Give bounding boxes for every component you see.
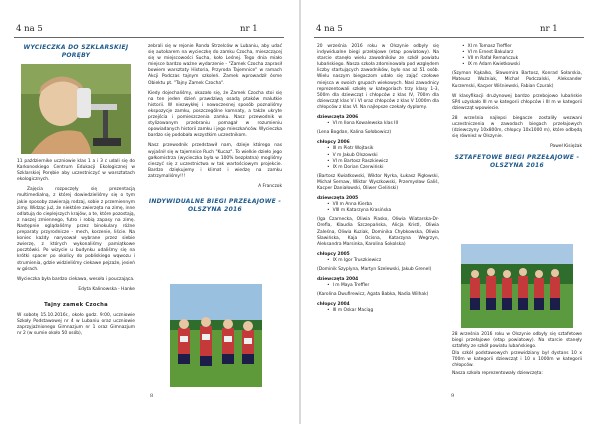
right-column-2-bottom: [452, 332, 582, 378]
olszyna-intro: 20 września 2016 roku w Olszynie odbyły się indywidualne biegi przełajowe (etap powiatowy). Na starcie stanęło wielu zawodników ze szkół powiatu lubańskiego. Nasza szkoła zdominowała pod względem liczby startujących zawodników, było nas aż 51 osób. Wielu naszym biegaczom udało się zająć czołowe miejsca w swoich grupach wiekowych. Nasi zawodnicy reprezentowali szkołę w kategoriach trzy klasy 1-3, 500m dla dziewcząt i chłopców z klas IV, 700m dla dziewcząt klas V i VI oraz chłopców z klas V 1000m dla chłopców z klas VI. Na najlepsze czekały dyplomy.: [317, 44, 439, 110]
left-page: [0, 0, 299, 424]
result-item: • III m Piotr Wojtasik: [317, 146, 439, 152]
result-item: • VI m Ernest Bakularz: [452, 50, 582, 56]
result-item: • VII m Rafał Remańczuk: [452, 56, 582, 62]
czocha-paragraph-1: W sobotę 15.10.2016r., około godz. 9:00, uczniowie Szkoły Podstawowej nr 4 w Lubaniu oraz uczniowie zaprzyjaźnionego Gimnazjum nr 1 oraz Gimnazjum nr 2 (w sumie około 50 osób),: [17, 312, 135, 337]
szklarska-paragraph-1: 11 październike uczniowie klas 1 a i 3 c udali się do Karkonoskiego Centrum Edukacji Ekologicznej w Szklarskiej Porębie aby uczestniczyć w warsztatach ekologicznych.: [17, 159, 135, 183]
header-rule-right: [314, 37, 584, 38]
szklarska-paragraph-3: Wycieczka była bardzo ciekawa, wesoła i pouczająca.: [17, 276, 135, 282]
group-head-g3: dziewczęta 2005: [317, 196, 359, 202]
results-list-g1: [317, 121, 439, 127]
results-list-g3: [317, 202, 439, 214]
result-item: • VI m Bartosz Raszkiewicz: [317, 159, 439, 165]
results-list-g6: [317, 308, 439, 314]
group-tail-g3: (Iga Czarnecka, Oliwia Piasko, Oliwia Wiatarska-Dr-Orefla, Klaudia Szczepańska, Alicja Kristl, Oliwia Zaleśna, Oliwia Kuziak, Dominika Chybkowska, Oliwia Slawińska, Kaja Ocisna, Katarzyna Wegrzyn, Aleksandra Marsinka, Karolina Sokolska): [317, 217, 439, 247]
result-item: • VI m Ilona Kowalewska klas III: [317, 121, 439, 127]
header-number-right: nr 1: [540, 24, 558, 34]
olszyna-signature: Paweł Kisiężak: [550, 144, 582, 150]
page-number-right: 9: [451, 393, 455, 399]
right-column-1: [317, 44, 439, 318]
result-item: • I m Maya Treffler: [317, 283, 439, 289]
article-title-szklarska: WYCIECZKA DO SZKLARSKIEJ PORĘBY: [23, 44, 129, 59]
group-head-g5: dziewczęta 2004: [317, 277, 359, 283]
result-item: • VII m Anna Kierba: [317, 202, 439, 208]
results-list-top: [452, 44, 582, 68]
article-title-czocha: Tajny zamek Czocha: [44, 301, 108, 308]
group-tail-g1: (Lena Bogdan, Kalina Sołobowicz): [317, 130, 392, 136]
relay-paragraph-1: 28 września 2016 roku w Olszynie odbyły się sztafetowe biegi przełajowe (etap powiatowy). Na starcie stanęły sztafety ze szkół powiatu lubańskiego.: [452, 332, 582, 350]
result-item: • III m Oskar Maciąg: [317, 308, 439, 314]
relay-invite-paragraph: 28 września najlepsi biegacze zostaliły wezwani uczestniczenia w zawodach biegach przełajowych (dziewczyny 10x800m, chłopcy 10x1000 m), które odbędą się również w Olszynie.: [452, 115, 582, 140]
czocha-paragraph-2: zebrali się w rejonie Ronda Strzelców w Lubaniu, aby udać się autokarem na wycieczkę do zamku Czocha, mieszczącej się w miejscowości Sucha, koło Leśnej. Tego dnia miało miejsce bardzo ważne wydarzenie - "Zamek Czocha zaprasił bowiem warsztaty Historia, Przyroda Tajemnice" w ramach Akcji Podczas tajnym szkoleń. Zamek wprowadził ósme Obiektu pt. "Tajny Zamek Czocha".: [148, 44, 282, 86]
header-issue-right: 4 na 5: [316, 24, 343, 34]
header-number-left: nr 1: [240, 24, 258, 34]
group-head-g1: dziewczęta 2006: [317, 115, 359, 121]
czocha-paragraph-3: Kiedy dojechaliśmy, okazało się, że Zamek Czocha stoi się na ten jeden dzień prawdziwą osadą ptaków malutkie historii. W niezwykłej i nowoczesnej sposób poznaliśmy ekspozycje zamku, poszczególne komnaty, a także ukryte przejścia i pomieszczenia zamku. Nasz przewodnik w stylizowanym przebraniu pomagał w rozumieniu opowiadanych historii zamku i jego mieszkańców. Wycieczka bardzo się podobała wszystkim uczestnikom.: [148, 90, 282, 139]
right-column-2: [452, 44, 582, 170]
right-page: [301, 0, 600, 424]
team-paragraph: W klasyfikacji drużynowej bardzo przebojowo lubańskie SP4 uzyskało III m w kategorii chłopców i III m w kategorii dziewcząt wpowiecie.: [452, 93, 582, 111]
article-title-sztafetowe: SZTAFETOWE BIEGI PRZEŁAJOWE - OLSZYNA 2016: [454, 154, 580, 170]
top-tail: (Szymon Kąkalko, Sławomira Bartosz, Konrad Sołarskia, Mateusz Woźniak, Michał Podczalski, Aleksander Kurzemski, Kacper Wiśniewski, Fabian Czurak): [452, 71, 582, 89]
article-title-indywidualne: INDYWIDUALNE BIEGI PRZEŁAJOWE - OLSZYNA 2016: [148, 198, 282, 214]
relay-paragraph-2: Dla szkół podstawowych przewidziany był dystans 10 x 700m w kategorii dziewcząt i 10 x 1000m w kategorii chłopców.: [452, 351, 582, 369]
results-list-g2: [317, 146, 439, 170]
result-item: • VIII m Katarzyna Krasińska: [317, 208, 439, 214]
result-item: • V m Jakub Olszowski: [317, 153, 439, 159]
group-head-g6: chłopcy 2004: [317, 302, 350, 308]
czocha-paragraph-4: Nasz przewodnik przedstawił nam, dzieje którego nas wyjaśnił się w tajemnice Ruch "Kucaz". To wielkie dzieło jego gałkomistrza (wycieczka była w 100% bezpłatna) mogliśmy cieszyć się z uczestnictwa w tak wartościowym projekcie. Bardzo dziękujemy i klimat i wiedzę na zamku zatrzymaliśmy!!!: [148, 143, 282, 179]
header-issue-left: 4 na 5: [16, 24, 43, 34]
group-tail-g4: (Dominik Szyplyna, Martyn Szelewski, Jakub Grenel): [317, 267, 432, 272]
left-column-1: [17, 44, 135, 341]
relay-team-photo: [461, 244, 573, 328]
group-head-g4: chłopcy 2005: [317, 251, 350, 257]
group-tail-g5: (Karolina Dwufirewicz, Agata Babka, Nadia Wilhak): [317, 292, 429, 298]
result-item: • IX m Igor Truszkiewicz: [317, 258, 439, 264]
szklarska-signature: Edyta Kalinowska - Hanke: [78, 286, 135, 292]
header-rule-left: [14, 37, 284, 38]
results-list-g5: [317, 283, 439, 289]
group-tail-g2: (Bartosz Kwiatkowski, Wiktor Nyrka, Łukasz Pigłowski, Michał Sernaw, Wiktor Wyszkowski, Przemysław Galiś, Kacper Daniałowski, Oliwer Cieliński): [317, 173, 439, 191]
czocha-signature: A Franczok: [258, 183, 282, 189]
left-column-2: [148, 44, 282, 214]
microscope-photo: [21, 64, 131, 154]
result-item: • IX m Adam Kwietkowski: [452, 62, 582, 68]
group-head-g2: chłopcy 2006: [317, 140, 350, 146]
relay-paragraph-3: Nasza szkoła reprezentowały dziewczęta:: [452, 370, 543, 376]
results-list-g4: [317, 258, 439, 264]
szklarska-paragraph-2: Zajęcia rozpoczęły się prezentacją multimedialną, z której dowiedzieliśmy się o tym jakie sposoby zawierają rodzaj, sobie z przemiennym zimy. Widząc już, że niektóre zwierzęta na zimę, inne odlatują do cieplejszych krajów, a te, które pozostają, z naszej zmiennego, futro i robią zapasy na zimę. Następnie oglądaliśmy przez binokulary różne preparaty przyrodnicze - mech, korzenie, liście. Na koniec każdy narysował wybrane przez siebie zwierzę, z których wykonaliśmy pamiątkowe pocztówki. Po wizycie u budynku udaliśmy się na krótki spacer po okolicy do pobliskiego wąwozu i strumienia, gdzie widzieliśmy ciekawe pejzaże, jesień w górach.: [17, 187, 135, 272]
result-item: • XI m Tomasz Treffler: [452, 44, 582, 50]
result-item: • IX m Dorian Czerwiński: [317, 165, 439, 171]
individual-runners-photo: [170, 284, 262, 387]
page-number-left: 8: [150, 393, 154, 399]
